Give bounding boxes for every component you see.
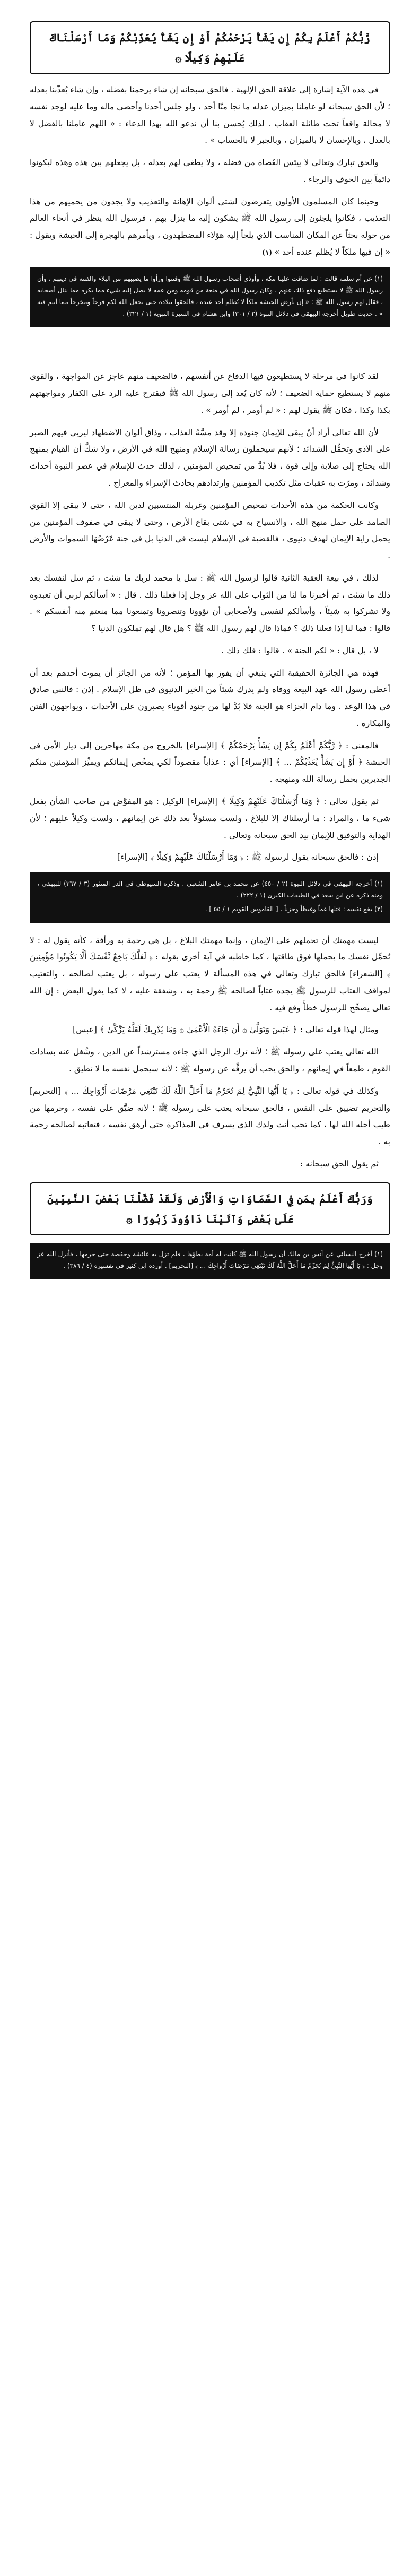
paragraph: لقد كانوا في مرحلة لا يستطيعون فيها الدفاع عن أنفسهم ، فالضعيف منهم عاجز عن المواجهة ، والقوي منهم لا يستطيع حماية الضعيف ؛ لأنه كان يُعد إلى رسول الله ﷺ فيقترح عليه الرد على الكفار ومواجهتهم بكذا وكذا ، فكان ﷺ يقول لهم : « لم أومر ، لم أومر » .: [30, 371, 390, 415]
paragraph: في هذه الآية إشارة إلى علاقة الحق الإلهية . فالحق سبحانه إن شاء يرحمنا بفضله ، وإن شاء يُعذّبنا بعدله ؛ لأن الحق سبحانه لو عاملنا بميزان عدله ما نجا منّا أحد ، ولو جلس أحدنا وأحصى ماله وما عليه لوجد نفسه لا محالة واقعاً تحت طائلة العقاب . لذلك يُحسن بنا أن ندعو الله بهذا الدعاء : « اللهم عاملنا بالفضل لا بالعدل ، وبالإحسان لا بالميزان ، وبالجبر لا بالحساب » .: [30, 85, 390, 145]
verse-box: رَّبُّكُمْ أَعْلَمُ بِكُمْ إِن يَشَأْ يَرْحَمْكُمْ أَوْ إِن يَشَأْ يُعَذِّبْكُمْ وَمَا أَرْسَلْنَاكَ عَلَيْهِمْ وَكِيلًا ۞: [30, 21, 390, 74]
paragraph: وكانت الحكمة من هذه الأحداث تمحيص المؤمنين وغربلة المنتسبين لدين الله ، حتى لا يبقى إلا القوي الصامد على حمل منهج الله ، والانسياح به في شتى بقاع الأرض ، وحتى لا يبقى في صفوف المؤمنين من يحمل راية الإيمان لهدف دنيوي ، فالقضية في الإسلام ليست في الدنيا بل في جنة عَرْضُهَا السموات والأرض .: [30, 500, 390, 561]
paragraph: لذلك ، في بيعة العقبة الثانية قالوا لرسول الله ﷺ : سل يا محمد لربك ما شئت ، ثم سل لنفسك بعد ذلك ما شئت ، ثم أخبرنا ما لنا من الثواب على الله عز وجل إذا فعلنا ذلك . قال : « أسألكم لربي أن تعبدوه ولا تشركوا به شيئاً ، وأسألكم لنفسي ولأصحابي أن تؤوونا وتنصرونا وتمنعونا مما منعتم منه أنفسكم » . قالوا : فما لنا إذا فعلنا ذلك ؟ فماذا قال لهم رسول الله ﷺ ؟ هل قال لهم تملكون الدنيا ؟: [30, 573, 390, 634]
footnote-block: [30, 267, 390, 327]
paragraph: ثم يقول الحق سبحانه :: [300, 1159, 379, 1169]
paragraph: إذن : فالحق سبحانه يقول لرسوله ﷺ : ﴿ وَمَا أَرْسَلْنَاكَ عَلَيْهِمْ وَكِيلًا ﴾ [الإسراء]: [117, 852, 379, 862]
footnote: (١) عن أم سلمة قالت : لما ضاقت علينا مكة ، وأوذي أصحاب رسول الله ﷺ وفتنوا ورأوا ما يصيبهم من البلاء والفتنة في دينهم ، وأن رسول الله ﷺ لا يستطيع دفع ذلك عنهم ، وكان رسول الله في منعة من قومه ومن عمه لا يصل إليه شيء مما يكره مما ينال أصحابه ، فقال لهم رسول الله ﷺ : « إن بأرض الحبشة ملكاً لا يُظلم أحد عنده ، فالحقوا ببلاده حتى يجعل الله لكم فرجاً ومخرجاً مما أنتم فيه » . حديث طويل أخرجه البيهقي في دلائل النبوة (٢ / ٣٠١) وابن هشام في السيرة النبوية (١ / ٣٢١) .: [37, 274, 383, 318]
paragraph: فالمعنى : ﴿ رَّبُّكُمْ أَعْلَمُ بِكُمْ إِن يَشَأْ يَرْحَمْكُمْ ﴾ [الإسراء] بالخروج من مكة مهاجرين إلى ديار الأمن في الحبشة ﴿ أَوْ إِن يَشَأْ يُعَذِّبْكُمْ ... ﴾ [الإسراء] أي : عذاباً مقصوداً لكي يمحِّص إيمانكم ويميِّز المؤمنين منكم الجديرين بحمل رسالة الله ومنهجه .: [30, 740, 390, 784]
footnote: (٢) بخع نفسه : قتلها غماً وغيظاً وحزناً . [ القاموس القويم ١ / ٥٥ ] .: [205, 905, 383, 913]
paragraph: والحق تبارك وتعالى لا ييئس العُصاة من فضله ، ولا يطغى لهم بعدله ، بل يجعلهم بين هذه وهذه ليكونوا دائماً بين الخوف والرجاء .: [30, 158, 390, 184]
page-separator: [30, 336, 390, 368]
footnote-block: [30, 1243, 390, 1279]
page-content: [30, 21, 390, 1289]
paragraph: ومثال لهذا قوله تعالى : ﴿ عَبَسَ وَتَوَلَّىٰ ۞ أَن جَاءَهُ الْأَعْمَىٰ ۞ وَمَا يُدْرِيكَ لَعَلَّهُ يَزَّكَّىٰ ﴾ [عبس]: [73, 1025, 379, 1035]
paragraph: وكذلك في قوله تعالى : ﴿ يَا أَيُّهَا النَّبِيُّ لِمَ تُحَرِّمُ مَا أَحَلَّ اللَّهُ لَكَ تَبْتَغِي مَرْضَاتَ أَزْوَاجِكَ ... ﴾ [التحريم] والتحريم تضييق على النفس ، فالحق سبحانه يعتب على رسوله ﷺ ؛ لأنه ضيَّق على نفسه ، وحرمها من طيب أحله الله لها ، كما تحب أنت ولدك الذي يسرف في المذاكرة حتى أرهق نفسه ، فتعاتبه لصالحه رحمة به .: [30, 1086, 390, 1147]
footnote-block: [30, 872, 390, 923]
paragraph: لأن الله تعالى أراد أنْ يبقى للإيمان جنوده إلا وقد مسَّهُ العذاب ، وذاق ألوان الاضطهاد ليربي فيهم الصبر على الأذى وتحمُّل الشدائد ؛ لأنهم سيحملون رسالة الإسلام ومنهج الله في الأرض ، ولا شكَّ أن القيام بمنهج الله يحتاج إلى صلابة وإلى قوة ، فلا بُدَّ من تمحيص المؤمنين ، لذلك حدث للإسلام في عصر النبوة أحداث وشدائد ، ومرّت به عقبات مثل تكذيب المؤمنين وارتدادهم بحادث الإسراء والمعراج .: [30, 427, 390, 488]
paragraph: ليست مهمتك أن تحملهم على الإيمان ، وإنما مهمتك البلاغ ، بل هي رحمة به ورأفة ، كأنه يقول له : لا تُحمِّل نفسك ما يحملها فوق طاقتها ، كما خاطبه في آية أخرى بقوله : ﴿ لَعَلَّكَ بَاخِعٌ نَّفْسَكَ أَلَّا يَكُونُوا مُؤْمِنِينَ ﴾ [الشعراء] فالحق تبارك وتعالى في هذه المسألة لا يعتب على رسوله ، بل يعتب لصالحه ، والتعتيب لمواقف العتاب للرسول ﷺ يجده عتاباً لصالحه ﷺ رحمة به ، وشفقة عليه ، لا كما يقول البعض : إن الله تعالى يصحِّح للرسول خطأً وقع فيه .: [30, 935, 390, 1013]
footnote: (١) أخرجه البيهقي في دلائل النبوة (٢ / ٤٥٠) عن محمد بن عامر الشعبي . وذكره السيوطي في الدر المنثور (٣ / ٣٦٧) للبيهقي ، ومنه ذكره عن ابن سعد في الطبقات الكبرى (١ / ٢٢٢) .: [37, 880, 383, 900]
paragraph-text: وحينما كان المسلمون الأولون يتعرضون لشتى ألوان الإهانة والتعذيب ولا يجدون من يحميهم من هذا التعذيب ، فكانوا يلجئون إلى رسول الله ﷺ يشكون إليه ما ينزل بهم ، فرسول الله ينظر في أنحاء العالم من حوله بحثاً عن المكان المناسب الذي يلجأ إليه هؤلاء المضطهدون ، ويأمرهم بالهجرة إلى الحبشة ويقول : « إن فيها ملكاً لا يُظلم عنده أحد »: [30, 196, 390, 257]
footnote: (١) أخرج النسائي عن أنس بن مالك أن رسول الله ﷺ كانت له أمة يطؤها ، فلم تزل به عائشة وحفصة حتى حرمها ، فأنزل الله عز وجل : ﴿ يَا أَيُّهَا النَّبِيُّ لِمَ تُحَرِّمُ مَا أَحَلَّ اللَّهُ لَكَ تَبْتَغِي مَرْضَاتَ أَزْوَاجِكَ ... ﴾ [التحريم] . أورده ابن كثير في تفسيره (٤ / ٣٨٦) .: [37, 1250, 383, 1269]
verse-box: وَرَبُّكَ أَعْلَمُ بِمَن فِي السَّمَاوَاتِ وَالْأَرْضِ وَلَقَدْ فَضَّلْنَا بَعْضَ النَّبِيِّينَ عَلَىٰ بَعْضٍ وَآتَيْنَا دَاوُودَ زَبُورًا ۞: [30, 1182, 390, 1235]
paragraph: الله تعالى يعتب على رسوله ﷺ ؛ لأنه ترك الرجل الذي جاءه مسترشداً عن الدين ، وشُغل عنه بسادات القوم ، طمعاً في إيمانهم ، والحق يحب أن يرفِّه عن رسوله ﷺ ؛ لأنه سيحمل نفسه ما لا تطيق .: [30, 1047, 390, 1074]
paragraph: لا ، بل قال : « لكم الجنة » . قالوا : فلك ذلك .: [221, 645, 379, 655]
paragraph: ثم يقول تعالى : ﴿ وَمَا أَرْسَلْنَاكَ عَلَيْهِمْ وَكِيلًا ﴾ [الإسراء] الوكيل : هو المفوَّض من صاحب الشأن بفعل شيء ما ، والمراد : ما أرسلناك إلا للبلاغ ، ولست مسئولاً بعد ذلك عن إيمانهم ، ولست وكيلاً عليهم ؛ لأن الهداية والتوفيق للإيمان بيد الحق سبحانه وتعالى .: [30, 797, 390, 840]
footnote-ref: (١): [262, 248, 272, 256]
paragraph: [30, 194, 390, 261]
paragraph: فهذه هي الجائزة الحقيقية التي ينبغي أن يفوز بها المؤمن ؛ لأنه من الجائز أن يموت أحدهم بعد أن أعطى رسول الله عهد البيعة ووفاه ولم يدرك شيئاً من الخير الدنيوي في ظل الإسلام . إذن : فالنبي صادق في هذا الوعد . وما دام الجزاء هو الجنة فلا بُدَّ لها من جنود أقوياء يصبرون على الأحداث ، ويواجهون الفتن والمكاره .: [30, 668, 390, 728]
